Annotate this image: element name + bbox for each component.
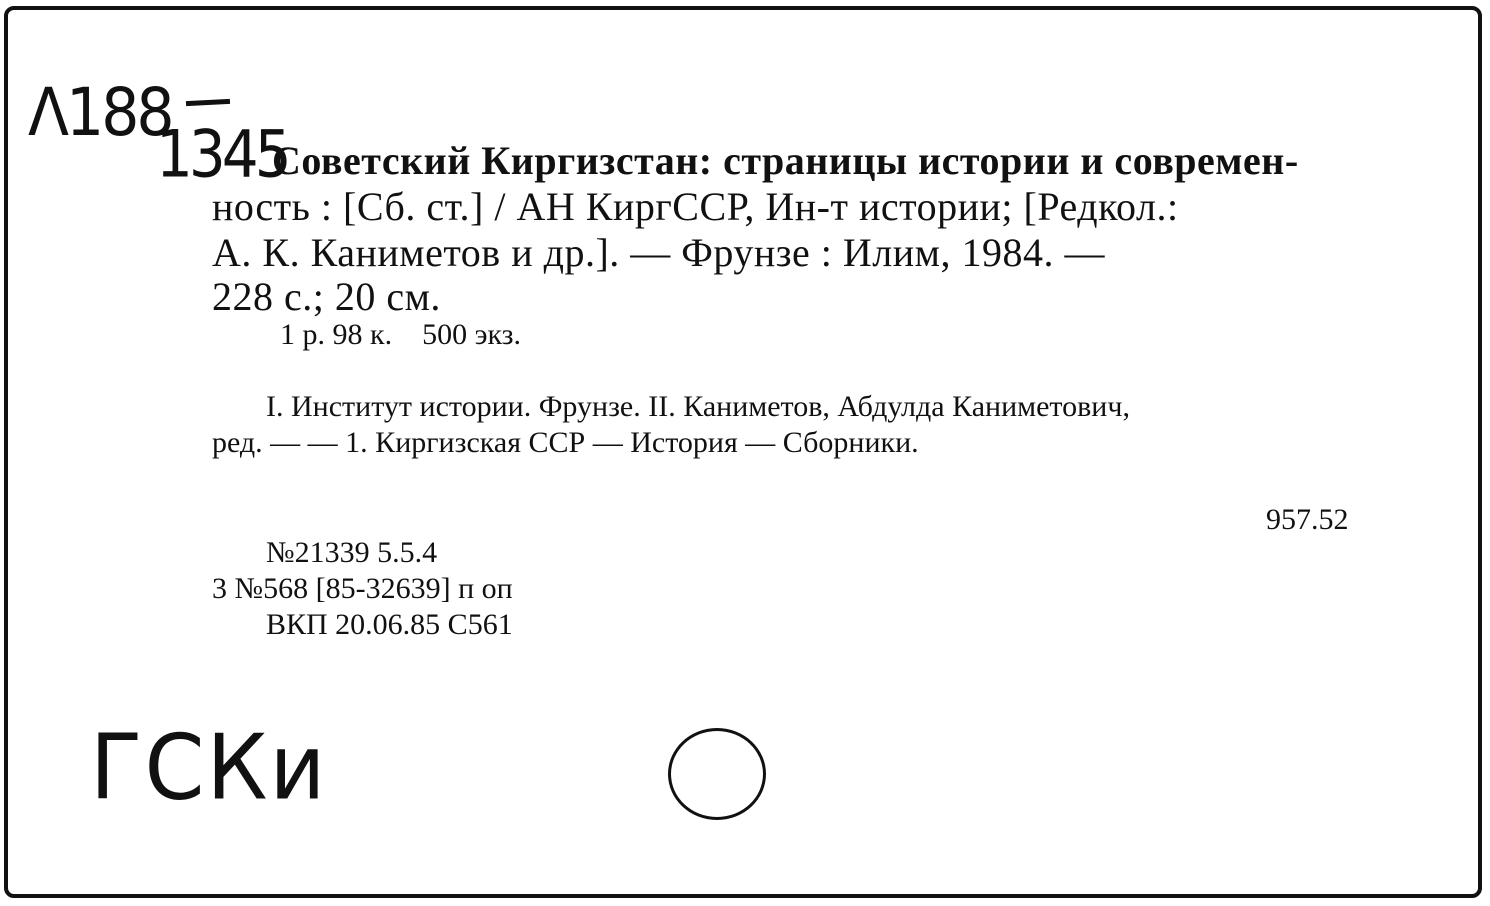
- handwritten-library-code: ГСКи: [90, 715, 328, 821]
- handwritten-card-number: 1345: [156, 115, 288, 193]
- tracing-line-1: I. Институт истории. Фрунзе. II. Каниметов, Абдулда Каниметович,: [266, 390, 1130, 423]
- record-number-line-3: ВКП 20.06.85 С561: [266, 608, 513, 641]
- entry-line-3: А. К. Каниметов и др.]. — Фрунзе : Илим, 1984. —: [212, 230, 1105, 275]
- entry-title-line: Советский Киргизстан: страницы истории и современ-: [272, 138, 1299, 183]
- classification-number: 957.52: [1266, 503, 1349, 536]
- tracing-line-2: ред. — — 1. Киргизская ССР — История — Сборники.: [212, 426, 919, 459]
- drawn-circle-mark: [668, 728, 766, 820]
- entry-physical-description: 228 с.; 20 см.: [212, 274, 441, 319]
- record-number-line-1: №21339 5.5.4: [266, 536, 438, 569]
- record-number-line-2: 3 №568 [85-32639] п оп: [212, 572, 513, 605]
- entry-line-2: ность : [Сб. ст.] / АН КиргССР, Ин-т истории; [Редкол.:: [212, 184, 1179, 229]
- handwritten-shelf-code: Λ188: [28, 74, 172, 152]
- price-and-print-run: 1 р. 98 к. 500 экз.: [280, 318, 521, 351]
